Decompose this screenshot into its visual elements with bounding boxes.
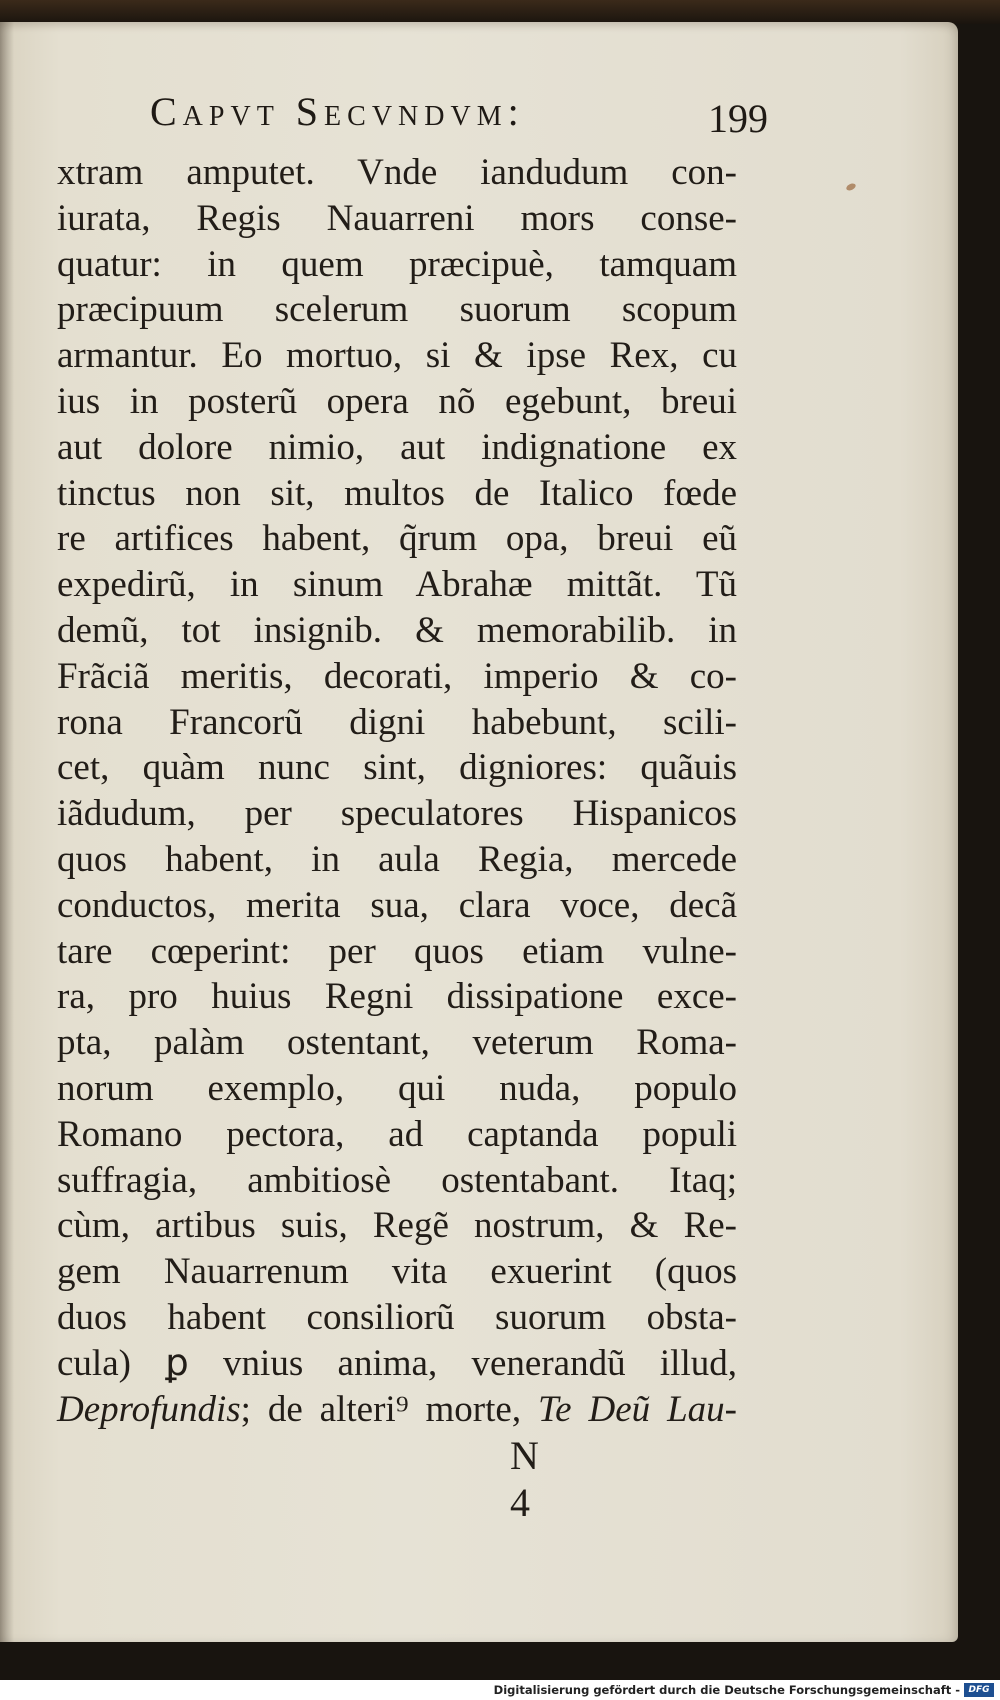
text-line: suffragia, ambitiosè ostentabant. Itaq; [57, 1159, 737, 1201]
text-line: duos habent consiliorũ suorum obsta- [57, 1296, 737, 1338]
text-line: re artifices habent, q̃rum opa, breui eũ [57, 518, 737, 560]
page-number: 199 [708, 96, 768, 141]
text-line: rona Francorũ digni habebunt, scili- [57, 701, 737, 743]
text-line: pta, palàm ostentant, veterum Roma- [57, 1022, 737, 1064]
text-line: præcipuum scelerum suorum scopum [57, 289, 737, 331]
funding-credit: Digitalisierung gefördert durch die Deutsche Forschungsgemeinschaft - [493, 1683, 960, 1697]
text-line: Romano pectora, ad captanda populi [57, 1113, 737, 1155]
text-line: demũ, tot insignib. & memorabilib. in [57, 609, 737, 651]
text-line: Frãciã meritis, decorati, imperio & co- [57, 655, 737, 697]
text-line: quatur: in quem præcipuè, tamquam [57, 243, 737, 285]
text-line: ius in posterũ opera nõ egebunt, breui [57, 380, 737, 422]
dfg-logo: DFG [964, 1683, 994, 1697]
text-line: expedirũ, in sinum Abrahæ mittãt. Tũ [57, 564, 737, 606]
text-line-last [57, 1387, 737, 1433]
text-line: tinctus non sit, multos de Italico fœde [57, 472, 737, 514]
signature-mark: N 4 [510, 1433, 563, 1525]
text-line: cùm, artibus suis, Regẽ nostrum, & Re- [57, 1205, 737, 1247]
spine-shadow [0, 22, 14, 1642]
text-line: quos habent, in aula Regia, mercede [57, 838, 737, 880]
text-line: conductos, merita sua, clara voce, decã [57, 884, 737, 926]
body-text [57, 150, 737, 1432]
running-header: Capvt Secvndvm: [150, 89, 525, 134]
text-line: gem Nauarrenum vita exuerint (quos [57, 1251, 737, 1293]
italic-incipit: Deprofundis [57, 1388, 241, 1430]
text-line: armantur. Eo mortuo, si & ipse Rex, cu [57, 335, 737, 377]
italic-incipit: Te Deũ Lau- [538, 1388, 737, 1430]
text-line: cet, quàm nunc sint, digniores: quãuis [57, 747, 737, 789]
text-fragment: ; de alteri⁹ morte, [240, 1388, 538, 1430]
text-line: iãdudum, per speculatores Hispanicos [57, 793, 737, 835]
text-line: aut dolore nimio, aut indignatione ex [57, 426, 737, 468]
text-line: norum exemplo, qui nuda, populo [57, 1067, 737, 1109]
book-top-edge [0, 0, 1000, 24]
text-line: ra, pro huius Regni dissipatione exce- [57, 976, 737, 1018]
text-line: tare cœperint: per quos etiam vulne- [57, 930, 737, 972]
text-line: iurata, Regis Nauarreni mors conse- [57, 197, 737, 239]
text-line: xtram amputet. Vnde iandudum con- [57, 152, 737, 193]
text-line: cula) ꝑ vnius anima, venerandũ illud, [57, 1342, 737, 1384]
